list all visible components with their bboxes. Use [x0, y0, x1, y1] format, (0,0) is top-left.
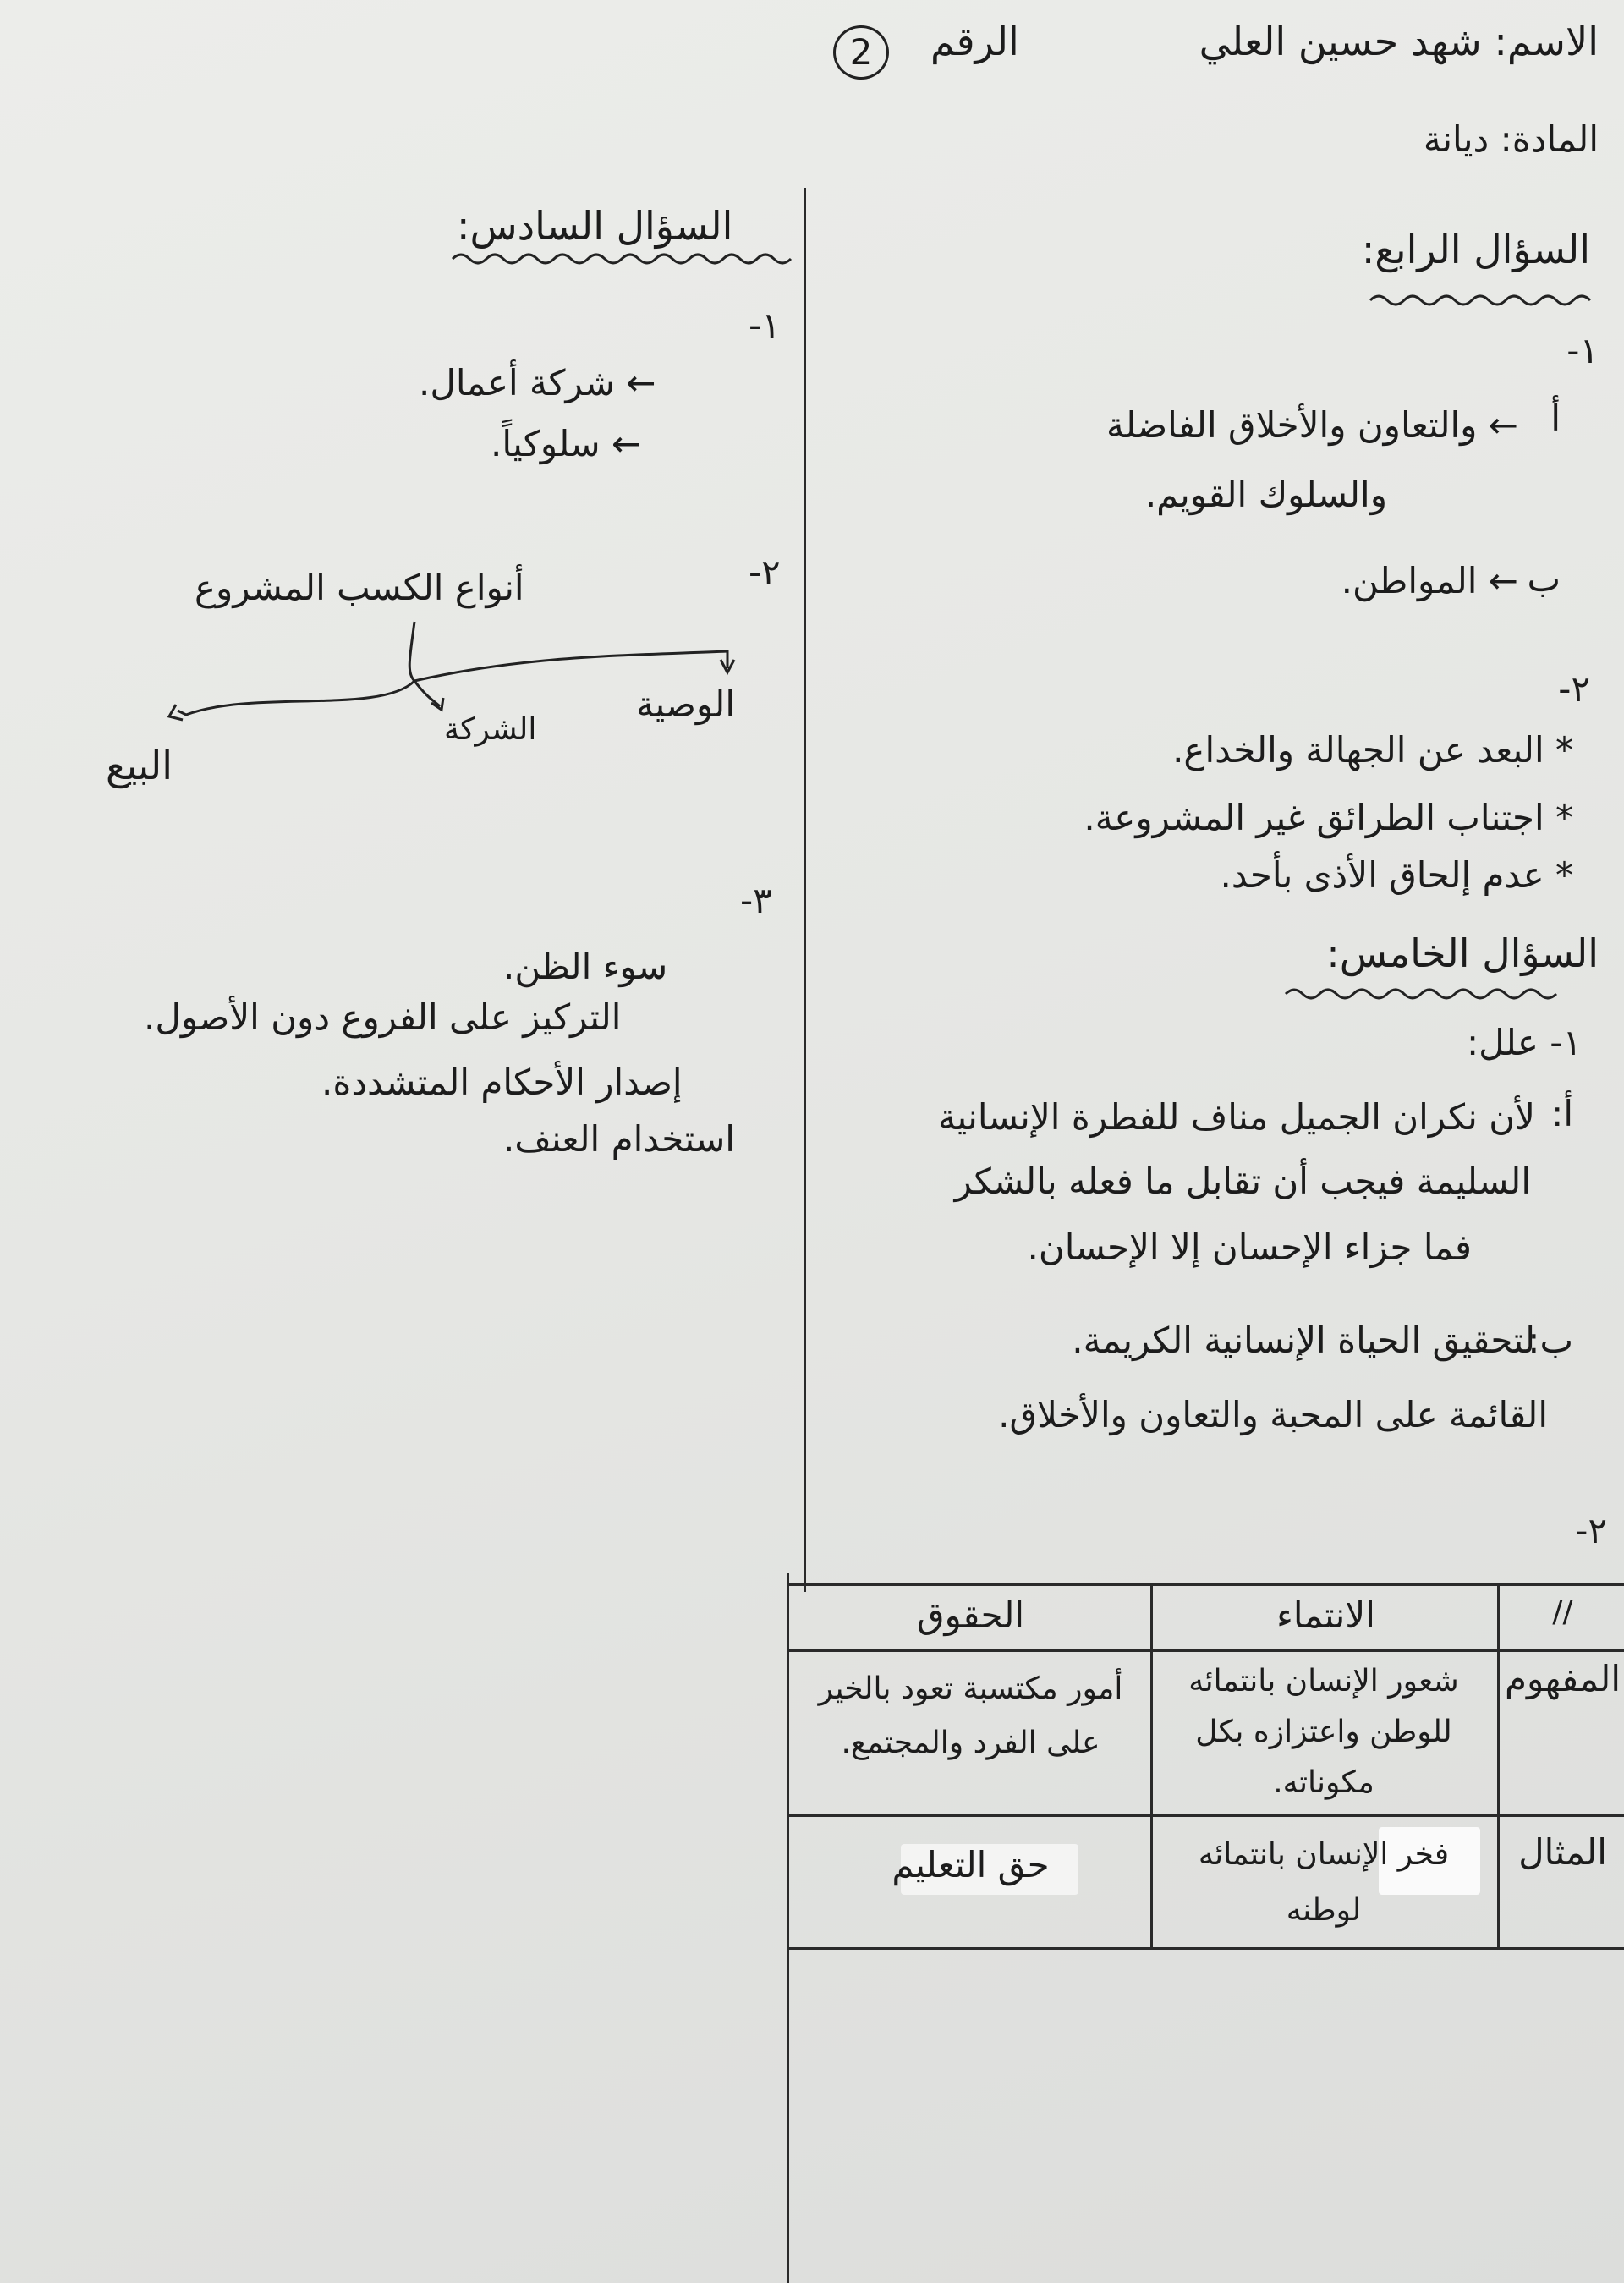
q5-a-line2: السليمة فيجب أن تقابل ما فعله بالشكر	[954, 1161, 1531, 1202]
diagram-branch-1: الوصية	[636, 683, 736, 725]
q6-item3-point-2: التركيز على الفروع دون الأصول.	[144, 996, 622, 1038]
student-name: الاسم: شهد حسين العلي	[1199, 19, 1599, 64]
q6-heading: السؤال السادس:	[457, 203, 733, 249]
q4-a-line2: والسلوك القويم.	[1144, 474, 1387, 515]
diagram-branch-3: البيع	[106, 743, 173, 788]
q5-b-line2: القائمة على المحبة والتعاون والأخلاق.	[998, 1394, 1548, 1435]
table-col-border-1	[1150, 1583, 1153, 1950]
column-divider	[804, 188, 806, 1592]
q5-a-label: أ:	[1551, 1093, 1573, 1134]
q6-item3-point-1: سوء الظن.	[503, 946, 668, 987]
q6-item3-point-4: استخدام العنف.	[503, 1118, 735, 1160]
number-circle: 2	[833, 25, 889, 80]
q4-item2-label: ٢-	[1558, 668, 1590, 710]
q6-underline	[453, 250, 791, 267]
table-corner: //	[1552, 1594, 1573, 1629]
q4-a-label: أ	[1550, 398, 1561, 439]
q4-b-label: ب	[1527, 558, 1561, 600]
q4-item2-point-2: * اجتناب الطرائق غير المشروعة.	[1084, 797, 1573, 838]
q5-heading: السؤال الخامس:	[1326, 930, 1599, 976]
q4-item1-label: ١-	[1566, 330, 1599, 371]
q6-item1-point-1: ← شركة أعمال.	[419, 362, 656, 403]
q4-b-text: ← المواطن.	[1341, 560, 1518, 601]
q6-item1-point-2: ← سلوكياً.	[491, 423, 642, 464]
q6-item2-label: ٢-	[749, 552, 781, 593]
q4-heading: السؤال الرابع:	[1361, 227, 1590, 272]
table-row-example: المثال	[1518, 1831, 1607, 1873]
table-concept-rights: أمور مكتسبة تعود بالخير على الفرد والمجتمع.	[818, 1671, 1123, 1760]
q5-a-line3: فما جزاء الإحسان إلا الإحسان.	[1027, 1227, 1472, 1268]
table-row-concept: المفهوم	[1504, 1658, 1621, 1699]
q5-b-label: ب:	[1528, 1320, 1573, 1361]
q5-item2-label: ٢-	[1575, 1510, 1607, 1551]
table-concept-belonging: شعور الإنسان بانتمائه للوطن واعتزازه بكل مكوناته.	[1188, 1664, 1459, 1800]
q4-item2-point-1: * البعد عن الجهالة والخداع.	[1172, 729, 1573, 771]
q6-item3-point-3: إصدار الأحكام المتشددة.	[321, 1062, 683, 1103]
table-header-rights: الحقوق	[916, 1594, 1025, 1636]
q5-underline	[1286, 985, 1565, 1002]
table-header-belonging: الانتماء	[1276, 1594, 1375, 1636]
table-example-belonging: فخر الإنسان بانتمائه لوطنه	[1198, 1837, 1450, 1928]
q5-a-line1: لأن نكران الجميل مناف للفطرة الإنسانية	[937, 1096, 1535, 1138]
table-example-rights: حق التعليم	[892, 1844, 1050, 1885]
diagram-root: أنواع الكسب المشروع	[195, 567, 524, 608]
subject-line: المادة: ديانة	[1423, 118, 1599, 160]
q4-underline	[1370, 292, 1590, 309]
q4-a-line1: ← والتعاون والأخلاق الفاضلة	[1106, 404, 1518, 446]
q6-item1-label: ١-	[749, 305, 781, 346]
table-col-border-2	[1497, 1583, 1500, 1950]
number-label: الرقم	[930, 19, 1019, 64]
q6-item3-label: ٣-	[740, 880, 772, 921]
q5-item1-label: ١- علل:	[1467, 1022, 1582, 1063]
q5-b-line1: لتحقيق الحياة الإنسانية الكريمة.	[1072, 1320, 1535, 1361]
q4-item2-point-3: * عدم إلحاق الأذى بأحد.	[1220, 854, 1573, 896]
column-divider-lower	[787, 1573, 789, 2283]
diagram-branch-2: الشركة	[444, 712, 537, 747]
